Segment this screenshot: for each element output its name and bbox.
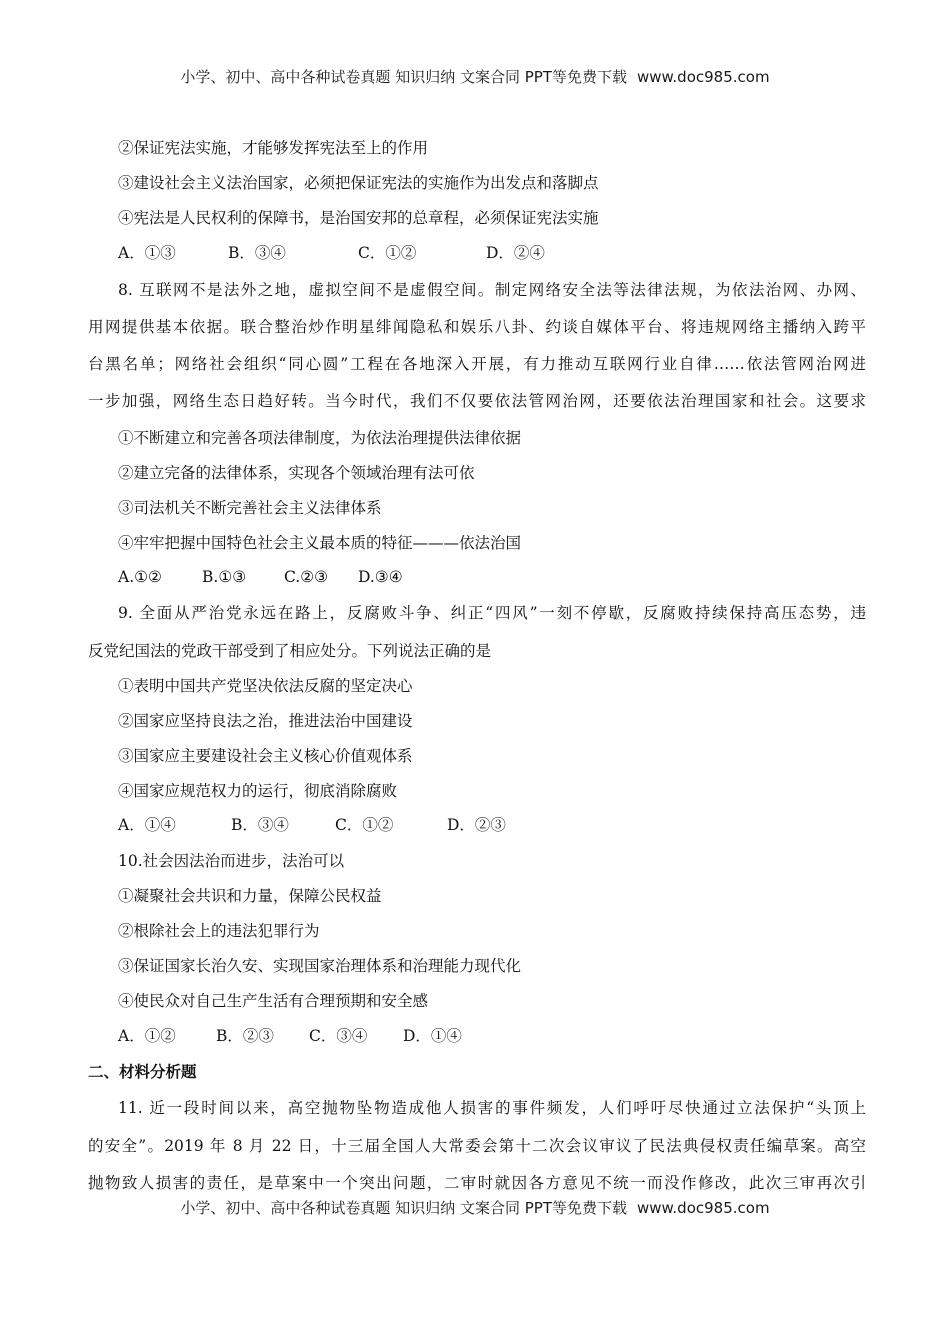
q9-item-1: ①表明中国共产党坚决依法反腐的坚定决心 xyxy=(118,677,413,695)
q10-item-3: ③保证国家长治久安、实现国家治理体系和治理能力现代化 xyxy=(118,957,522,975)
q8-item-4: ④牢牢把握中国特色社会主义最本质的特征———依法治国 xyxy=(118,534,522,552)
q7-item-2: ②保证宪法实施，才能够发挥宪法至上的作用 xyxy=(118,139,429,157)
q10-item-1: ①凝聚社会共识和力量，保障公民权益 xyxy=(118,887,382,905)
q10-stem: 10.社会因法治而进步，法治可以 xyxy=(118,852,345,870)
q10-option-b: B．②③ xyxy=(216,1027,274,1045)
header-banner-site: www.doc985.com xyxy=(636,68,770,86)
header-banner-text: 小学、初中、高中各种试卷真题 知识归纳 文案合同 PPT等免费下载 xyxy=(180,68,627,86)
q7-option-a: A．①③ xyxy=(118,244,176,262)
q10-option-a: A．①② xyxy=(118,1027,176,1045)
footer-banner-site: www.doc985.com xyxy=(636,1199,770,1217)
q9-option-a: A．①④ xyxy=(118,816,176,834)
q7-option-d: D．②④ xyxy=(486,244,545,262)
q8-stem-line-2: 用网提供基本依据。联合整治炒作明星绯闻隐私和娱乐八卦、约谈自媒体平台、将违规网络主播纳入跨平 xyxy=(88,318,866,336)
q9-stem-line-1: 9. 全面从严治党永远在路上，反腐败斗争、纠正“四风”一刻不停歇，反腐败持续保持高压态势，违 xyxy=(118,604,866,622)
footer-banner xyxy=(0,1197,950,1218)
q8-item-2: ②建立完备的法律体系，实现各个领域治理有法可依 xyxy=(118,464,475,482)
q8-option-d: D.③④ xyxy=(358,568,403,586)
q9-options xyxy=(118,815,506,835)
q11-stem-line-2: 的安全”。2019 年 8 月 22 日，十三届全国人大常委会第十二次会议审议了民法典侵权责任编草案。高空 xyxy=(88,1137,866,1155)
q9-option-d: D．②③ xyxy=(447,816,506,834)
q7-option-b: B．③④ xyxy=(228,244,286,262)
q11-stem-line-1: 11. 近一段时间以来，高空抛物坠物造成他人损害的事件频发，人们呼吁尽快通过立法保护“头顶上 xyxy=(118,1099,866,1117)
q10-item-2: ②根除社会上的违法犯罪行为 xyxy=(118,922,320,940)
q9-item-3: ③国家应主要建设社会主义核心价值观体系 xyxy=(118,747,413,765)
q8-stem-line-1: 8. 互联网不是法外之地，虚拟空间不是虚假空间。制定网络安全法等法律法规，为依法治网、办网、 xyxy=(118,281,866,299)
q8-option-a: A.①② xyxy=(118,568,162,586)
footer-banner-text: 小学、初中、高中各种试卷真题 知识归纳 文案合同 PPT等免费下载 xyxy=(180,1199,627,1217)
q7-item-3: ③建设社会主义法治国家，必须把保证宪法的实施作为出发点和落脚点 xyxy=(118,174,599,192)
q9-stem-line-2: 反党纪国法的党政干部受到了相应处分。下列说法正确的是 xyxy=(88,642,492,660)
q10-option-c: C．③④ xyxy=(309,1027,368,1045)
q11-stem-line-3: 抛物致人损害的责任，是草案中一个突出问题，二审时就因各方意见不统一而没作修改，此次三审再次引 xyxy=(88,1174,866,1192)
q8-item-1: ①不断建立和完善各项法律制度，为依法治理提供法律依据 xyxy=(118,429,522,447)
q9-option-b: B．③④ xyxy=(231,816,289,834)
section-title: 二、材料分析题 xyxy=(88,1063,197,1081)
header-banner xyxy=(0,66,950,87)
q10-item-4: ④使民众对自己生产生活有合理预期和安全感 xyxy=(118,992,429,1010)
q9-item-4: ④国家应规范权力的运行，彻底消除腐败 xyxy=(118,782,398,800)
q7-item-4: ④宪法是人民权利的保障书，是治国安邦的总章程，必须保证宪法实施 xyxy=(118,209,599,227)
q10-option-d: D．①④ xyxy=(403,1027,462,1045)
q9-item-2: ②国家应坚持良法之治，推进法治中国建设 xyxy=(118,712,413,730)
q8-item-3: ③司法机关不断完善社会主义法律体系 xyxy=(118,499,382,517)
q8-stem-line-4: 一步加强，网络生态日趋好转。当今时代，我们不仅要依法管网治网，还要依法治理国家和社会。这要求 xyxy=(88,392,866,410)
q7-options xyxy=(118,243,545,263)
q8-option-c: C.②③ xyxy=(284,568,329,586)
q8-options xyxy=(118,567,403,587)
q7-option-c: C．①② xyxy=(358,244,417,262)
q8-option-b: B.①③ xyxy=(202,568,247,586)
q8-stem-line-3: 台黑名单；网络社会组织“同心圆”工程在各地深入开展，有力推动互联网行业自律……依法管网治网进 xyxy=(88,355,866,373)
q9-option-c: C．①② xyxy=(335,816,394,834)
q10-options xyxy=(118,1026,462,1046)
